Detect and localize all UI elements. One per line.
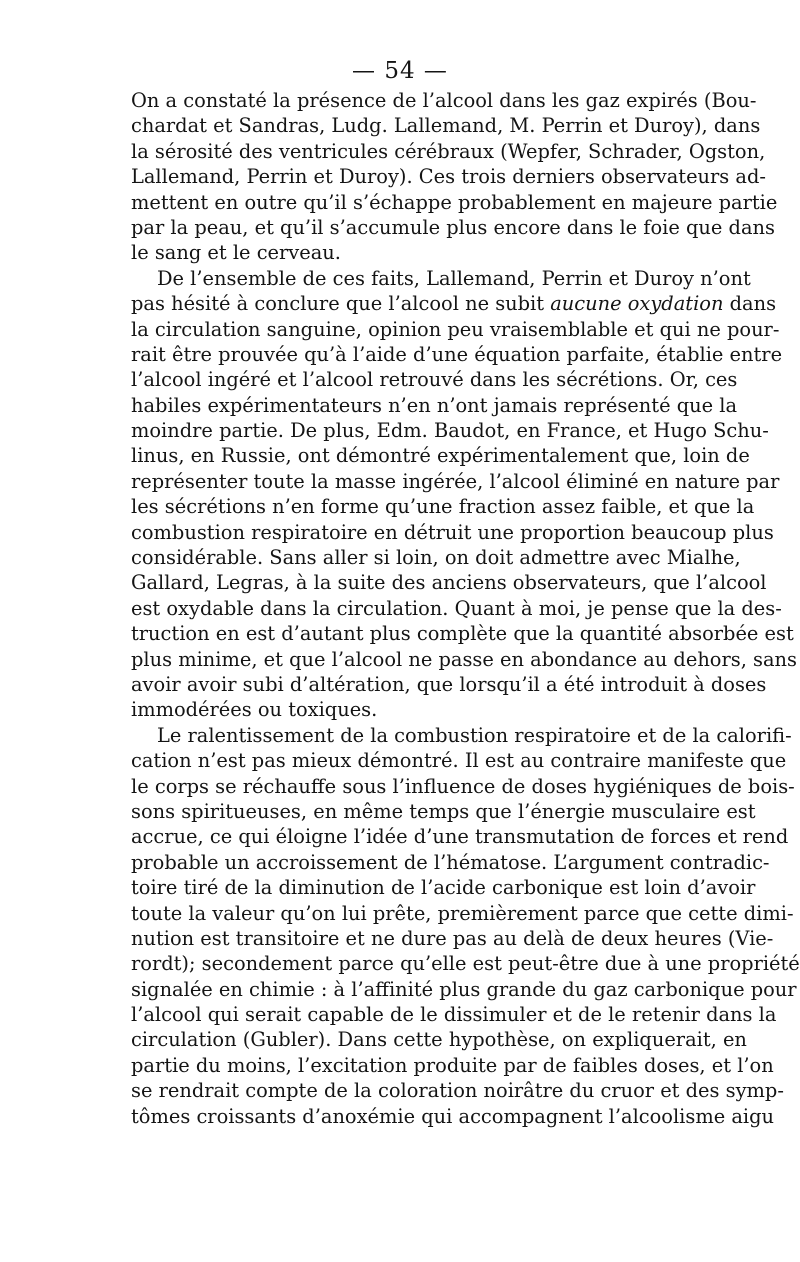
text-line: l’alcool qui serait capable de le dissimuler et de le retenir dans la <box>131 1003 777 1027</box>
text-line: De l’ensemble de ces faits, Lallemand, Perrin et Duroy n’ont <box>157 266 751 290</box>
text-segment: pas hésité à conclure que l’alcool ne subit <box>131 292 551 316</box>
text-line: immodérées ou toxiques. <box>131 698 378 722</box>
text-line: probable un accroissement de l’hématose. L’argument contradic- <box>131 850 770 874</box>
text-line-with-emphasis <box>131 291 777 316</box>
text-segment: dans <box>723 292 777 316</box>
text-line: sons spiritueuses, en même temps que l’énergie musculaire est <box>131 799 756 823</box>
text-line: truction en est d’autant plus complète que la quantité absorbée est <box>131 622 794 646</box>
text-line: cation n’est pas mieux démontré. Il est au contraire manifeste que <box>131 749 787 773</box>
text-line: Lallemand, Perrin et Duroy). Ces trois derniers observateurs ad- <box>131 165 766 189</box>
text-line: se rendrait compte de la coloration noirâtre du cruor et des symp- <box>131 1079 784 1103</box>
text-line: le corps se réchauffe sous l’influence de doses hygiéniques de bois- <box>131 774 795 798</box>
text-line: On a constaté la présence de l’alcool dans les gaz expirés (Bou- <box>131 89 757 112</box>
text-line: tômes croissants d’anoxémie qui accompagnent l’alcoolisme aigu <box>131 1104 775 1128</box>
text-line: par la peau, et qu’il s’accumule plus encore dans le foie que dans <box>131 215 775 239</box>
paragraph-3 <box>131 723 800 1129</box>
text-line: habiles expérimentateurs n’en n’ont jamais représenté que la <box>131 393 738 417</box>
text-line: la circulation sanguine, opinion peu vraisemblable et qui ne pour- <box>131 317 780 341</box>
text-line: considérable. Sans aller si loin, on doit admettre avec Mialhe, <box>131 546 741 570</box>
text-line: mettent en outre qu’il s’échappe probablement en majeure partie <box>131 190 778 214</box>
body-text <box>131 88 800 1129</box>
text-line: partie du moins, l’excitation produite par de faibles doses, et l’on <box>131 1053 774 1077</box>
text-line: toute la valeur qu’on lui prête, premièrement parce que cette dimi- <box>131 901 794 925</box>
text-line: l’alcool ingéré et l’alcool retrouvé dans les sécrétions. Or, ces <box>131 368 738 392</box>
text-line: nution est transitoire et ne dure pas au delà de deux heures (Vie- <box>131 926 774 950</box>
page-number: — 54 — <box>352 58 448 84</box>
text-line: circulation (Gubler). Dans cette hypothèse, on expliquerait, en <box>131 1028 747 1052</box>
text-line: moindre partie. De plus, Edm. Baudot, en France, et Hugo Schu- <box>131 419 769 443</box>
text-line: avoir avoir subi d’altération, que lorsqu’il a été introduit à doses <box>131 672 767 696</box>
text-line: représenter toute la masse ingérée, l’alcool éliminé en nature par <box>131 469 780 493</box>
text-line: Le ralentissement de la combustion respiratoire et de la calorifi- <box>157 723 792 747</box>
text-line: la sérosité des ventricules cérébraux (Wepfer, Schrader, Ogston, <box>131 139 766 163</box>
text-line: les sécrétions n’en forme qu’une fraction assez faible, et que la <box>131 495 755 519</box>
emphasis-text: aucune oxydation <box>550 292 724 316</box>
text-line: linus, en Russie, ont démontré expérimentalement que, loin de <box>131 444 750 468</box>
text-line: plus minime, et que l’alcool ne passe en abondance au dehors, sans <box>131 647 797 671</box>
text-line: est oxydable dans la circulation. Quant à moi, je pense que la des- <box>131 596 782 620</box>
text-line: rait être prouvée qu’à l’aide d’une équation parfaite, établie entre <box>131 342 783 366</box>
text-line: le sang et le cerveau. <box>131 241 341 265</box>
text-line: chardat et Sandras, Ludg. Lallemand, M. Perrin et Duroy), dans <box>131 114 761 138</box>
text-line: toire tiré de la diminution de l’acide carbonique est loin d’avoir <box>131 876 756 900</box>
text-line: Gallard, Legras, à la suite des anciens observateurs, que l’alcool <box>131 571 767 595</box>
text-line: combustion respiratoire en détruit une proportion beaucoup plus <box>131 520 774 544</box>
text-line: rordt); secondement parce qu’elle est peut-être due à une propriété <box>131 952 800 976</box>
text-line: accrue, ce qui éloigne l’idée d’une transmutation de forces et rend <box>131 825 789 849</box>
text-line: signalée en chimie : à l’affinité plus grande du gaz carbonique pour <box>131 977 797 1001</box>
paragraph-1 <box>131 88 778 266</box>
paragraph-2 <box>131 266 797 723</box>
